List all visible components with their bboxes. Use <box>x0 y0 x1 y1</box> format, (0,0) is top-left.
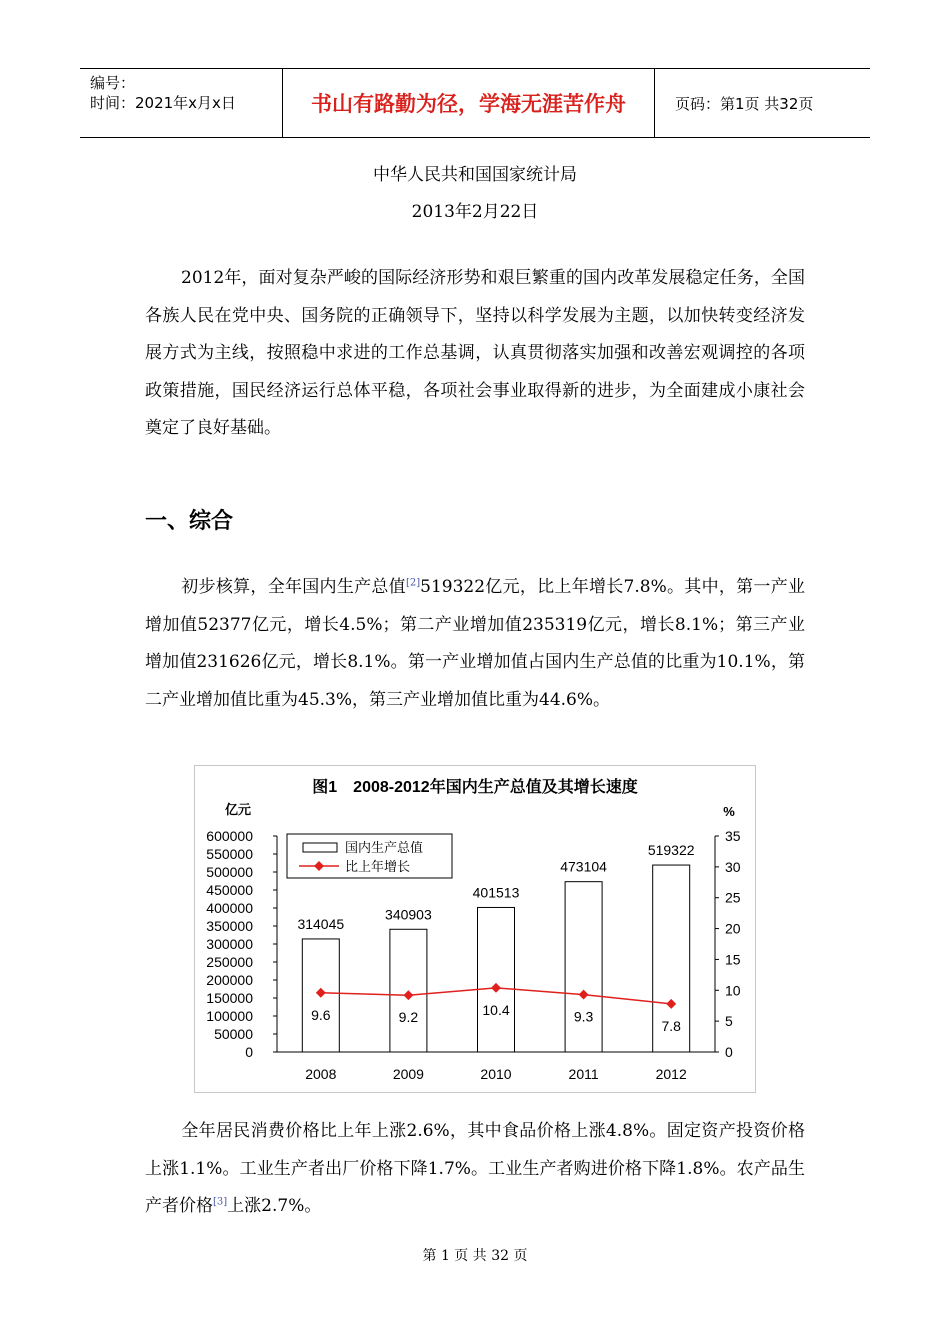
chart-title: 图1 2008-2012年国内生产总值及其增长速度 <box>312 779 638 796</box>
x-tick-label: 2009 <box>392 1066 424 1082</box>
gdp-chart-svg <box>195 766 755 1092</box>
growth-label: 9.2 <box>398 1009 419 1026</box>
gdp-bar-label: 340903 <box>385 906 432 923</box>
y-tick-label: 550000 <box>206 846 253 862</box>
y-tick-label: 350000 <box>206 918 253 934</box>
number-label: 编号： <box>90 74 136 92</box>
y-axis-label: 亿元 <box>225 802 252 817</box>
gdp-bar <box>478 907 515 1052</box>
y-tick-label: 0 <box>245 1044 253 1060</box>
gdp-paragraph <box>145 569 805 719</box>
doc-date: 2013年2月22日 <box>411 202 539 222</box>
time-label: 时间：2021年x月x日 <box>90 94 236 112</box>
legend-bar-swatch <box>303 843 337 852</box>
page-footer: 第 1 页 共 32 页 <box>422 1248 528 1264</box>
y-tick-label: 400000 <box>206 900 253 916</box>
y2-tick-label: 0 <box>725 1044 733 1060</box>
page-info-text: 页码：第1页 共32页 <box>675 94 814 113</box>
y2-tick-label: 5 <box>725 1013 733 1030</box>
y2-tick-label: 10 <box>725 982 741 999</box>
legend-line-label: 比上年增长 <box>345 859 411 874</box>
gdp-bar-label: 473104 <box>560 858 607 875</box>
gdp-chart <box>194 765 756 1093</box>
growth-label: 9.6 <box>311 1006 331 1023</box>
motto: 书山有路勤为径，学海无涯苦作舟 <box>283 69 655 137</box>
y-tick-label: 150000 <box>206 990 253 1006</box>
document-header <box>80 68 870 138</box>
y-tick-label: 500000 <box>206 864 253 880</box>
y-tick-label: 100000 <box>206 1008 253 1024</box>
page-info <box>665 69 870 137</box>
intro-text: 2012年，面对复杂严峻的国际经济形势和艰巨繁重的国内改革发展稳定任务，全国各族人民在党中央、国务院的正确领导下，坚持以科学发展为主题，以加快转变经济发展方式为主线，按照稳中求进的工作总基调，认真贯彻落实加强和改善宏观调控的各项政策措施，国民经济运行总体平稳，各项社会事业取得新的进步，为全面建成小康社会奠定了良好基础。 <box>145 268 805 438</box>
gdp-bar-label: 401513 <box>472 884 520 901</box>
gdp-bar-label: 519322 <box>647 842 695 859</box>
gdp-text-a: 初步核算，全年国内生产总值 <box>181 577 406 597</box>
legend-bar-label: 国内生产总值 <box>345 840 424 855</box>
y2-axis-label: % <box>723 804 735 819</box>
y-tick-label: 600000 <box>206 828 253 844</box>
footnote-ref-3[interactable]: [3] <box>213 1196 228 1208</box>
footnote-ref-2[interactable]: [2] <box>405 577 421 589</box>
price-paragraph <box>145 1113 805 1226</box>
y2-tick-label: 30 <box>725 858 741 875</box>
y-tick-label: 200000 <box>206 972 253 988</box>
price-text-a: 全年居民消费价格比上年上涨2.6%，其中食品价格上涨4.8%。固定资产投资价格上涨1.1%。工业生产者出厂价格下降1.7%。工业生产者购进价格下降1.8%。农产品生产者价格 <box>145 1121 805 1216</box>
price-text-b: 上涨2.7%。 <box>227 1196 322 1216</box>
gdp-text-b: 519322亿元，比上年增长7.8%。其中，第一产业增加值52377亿元，增长4.5%；第二产业增加值235319亿元，增长8.1%；第三产业增加值231626亿元，增长8.1%。第一产业增加值占国内生产总值的比重为10.1%，第二产业增加值比重为45.3%，第三产业增加值比重为44.6%。 <box>145 577 805 710</box>
x-tick-label: 2012 <box>655 1066 687 1082</box>
header-meta-cell <box>80 69 283 137</box>
org-name: 中华人民共和国国家统计局 <box>373 165 577 185</box>
x-tick-label: 2010 <box>480 1066 512 1082</box>
x-tick-label: 2011 <box>568 1066 599 1082</box>
y2-tick-label: 15 <box>725 951 741 968</box>
gdp-bar <box>565 882 602 1052</box>
gdp-bar-label: 314045 <box>297 915 345 932</box>
x-tick-label: 2008 <box>305 1066 337 1082</box>
growth-label: 10.4 <box>482 1001 510 1018</box>
y-tick-label: 300000 <box>206 936 253 952</box>
y2-tick-label: 25 <box>725 889 741 906</box>
y2-tick-label: 35 <box>725 828 741 844</box>
y-tick-label: 450000 <box>206 882 253 898</box>
y-tick-label: 50000 <box>214 1026 253 1042</box>
y-tick-label: 250000 <box>206 954 253 970</box>
intro-paragraph <box>145 260 805 448</box>
section-title: 一、综合 <box>145 509 234 534</box>
growth-label: 9.3 <box>573 1008 594 1025</box>
growth-label: 7.8 <box>661 1017 681 1034</box>
y2-tick-label: 20 <box>725 920 741 937</box>
